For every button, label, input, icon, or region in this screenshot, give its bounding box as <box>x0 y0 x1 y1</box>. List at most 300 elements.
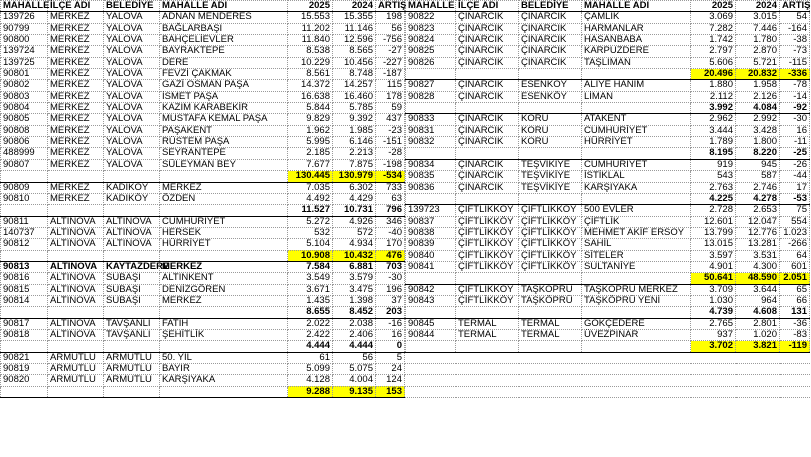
header-row <box>406 1 810 12</box>
subtotal-row <box>406 307 810 318</box>
ilce-cell: ÇINARCIK <box>456 80 519 91</box>
ilce-cell: ARMUTLU <box>48 352 104 363</box>
total-2025-cell: 50.641 <box>691 273 736 284</box>
empty-cell <box>736 364 780 375</box>
left-table-body <box>1 12 405 398</box>
artis-cell: 170 <box>376 239 405 250</box>
artis-cell: -30 <box>376 273 405 284</box>
mahalle-name-cell: DERE <box>160 57 288 68</box>
ilce-cell: ÇINARCIK <box>456 159 519 170</box>
pop-2025-cell: 3.549 <box>288 273 333 284</box>
belediye-cell: KORU <box>519 125 582 136</box>
mahalle-code-cell: 90823 <box>406 23 456 34</box>
mahalle-name-cell: SAHİL <box>582 239 691 250</box>
belediye-cell: YALOVA <box>104 159 160 170</box>
empty-cell <box>456 307 519 318</box>
empty-cell <box>519 341 582 352</box>
artis-cell: 37 <box>376 295 405 306</box>
header-mahalle-code: MAHALLE <box>406 1 456 12</box>
pop-2024-cell: 3.428 <box>736 125 780 136</box>
belediye-cell: TEŞVİKİYE <box>519 171 582 182</box>
table-row <box>406 284 810 295</box>
mahalle-name-cell: BAYRAKTEPE <box>160 46 288 57</box>
table-row <box>1 273 405 284</box>
mahalle-name-cell: CUMHURİYET <box>582 125 691 136</box>
table-row <box>406 318 810 329</box>
mahalle-code-cell: 139723 <box>406 205 456 216</box>
blank-row <box>406 386 810 397</box>
empty-cell <box>406 69 456 80</box>
ilce-cell: MERKEZ <box>48 182 104 193</box>
artis-cell: 64 <box>780 250 810 261</box>
pop-2024-cell: 1.398 <box>333 295 376 306</box>
ilce-cell: ARMUTLU <box>48 364 104 375</box>
empty-cell <box>48 250 104 261</box>
pop-2025-cell: 1.789 <box>691 137 736 148</box>
mahalle-name-cell: 500 EVLER <box>582 205 691 216</box>
mahalle-code-cell: 90820 <box>1 375 48 386</box>
belediye-cell: ÇİFTLİKKÖY <box>519 261 582 272</box>
pop-2024-cell: 945 <box>736 159 780 170</box>
header-row <box>1 1 405 12</box>
pop-2024-cell: 11.146 <box>333 23 376 34</box>
ilce-cell: ÇİFTLİKKÖY <box>456 250 519 261</box>
header-belediye: BELEDİYE <box>104 1 160 12</box>
belediye-cell: ÇİFTLİKKÖY <box>519 250 582 261</box>
artis-cell: 59 <box>376 103 405 114</box>
belediye-cell: ESENKÖY <box>519 80 582 91</box>
subtotal-row <box>406 341 810 352</box>
total-artis-cell: -53 <box>780 193 810 204</box>
header-2025: 2025 <box>288 1 333 12</box>
pop-2024-cell: 3.579 <box>333 273 376 284</box>
table-row <box>1 35 405 46</box>
mahalle-code-cell: 90832 <box>406 137 456 148</box>
empty-cell <box>780 386 810 397</box>
mahalle-code-cell: 90812 <box>1 239 48 250</box>
mahalle-name-cell: DENİZGÖREN <box>160 284 288 295</box>
empty-cell <box>519 386 582 397</box>
belediye-cell: YALOVA <box>104 12 160 23</box>
table-row <box>406 57 810 68</box>
total-artis-cell: -336 <box>780 69 810 80</box>
pop-2024-cell: 12.596 <box>333 35 376 46</box>
table-row <box>1 80 405 91</box>
belediye-cell: ÇINARCIK <box>519 35 582 46</box>
header-ilce: İLÇE ADI <box>456 1 519 12</box>
ilce-cell: ALTINOVA <box>48 295 104 306</box>
artis-cell: 24 <box>376 364 405 375</box>
empty-cell <box>582 375 691 386</box>
total-2025-cell: 11.527 <box>288 205 333 216</box>
total-artis-cell: 131 <box>780 307 810 318</box>
total-artis-cell: 796 <box>376 205 405 216</box>
pop-2024-cell: 6.881 <box>333 261 376 272</box>
pop-2025-cell: 10.229 <box>288 57 333 68</box>
total-2024-cell: 10.432 <box>333 250 376 261</box>
total-2024-cell: 9.135 <box>333 386 376 397</box>
empty-cell <box>406 375 456 386</box>
header-belediye: BELEDİYE <box>519 1 582 12</box>
mahalle-name-cell: HASANBABA <box>582 35 691 46</box>
mahalle-code-cell: 90810 <box>1 193 48 204</box>
pop-2025-cell: 3.671 <box>288 284 333 295</box>
empty-cell <box>160 171 288 182</box>
mahalle-name-cell: HÜRRİYET <box>160 239 288 250</box>
artis-cell: 198 <box>376 12 405 23</box>
total-2025-cell: 4.225 <box>691 193 736 204</box>
pop-2024-cell: 5.075 <box>333 364 376 375</box>
table-row <box>406 35 810 46</box>
mahalle-code-cell: 90806 <box>1 137 48 148</box>
subtotal-row <box>1 307 405 318</box>
empty-cell <box>736 375 780 386</box>
mahalle-name-cell: 50. YIL <box>160 352 288 363</box>
header-2024: 2024 <box>736 1 780 12</box>
empty-cell <box>48 386 104 397</box>
mahalle-name-cell: RÜSTEM PAŞA <box>160 137 288 148</box>
artis-cell: -83 <box>780 329 810 340</box>
table-row <box>406 239 810 250</box>
belediye-cell: ALTINOVA <box>104 227 160 238</box>
mahalle-name-cell: ÇAMLIK <box>582 12 691 23</box>
mahalle-name-cell: TAŞKÖPRÜ MERKEZ <box>582 284 691 295</box>
mahalle-code-cell: 90816 <box>1 273 48 284</box>
mahalle-name-cell: ÜVEZPINAR <box>582 329 691 340</box>
ilce-cell: ÇINARCIK <box>456 23 519 34</box>
artis-cell: 54 <box>780 12 810 23</box>
total-2024-cell: 4.444 <box>333 341 376 352</box>
pop-2024-cell: 13.281 <box>736 239 780 250</box>
table-row <box>1 227 405 238</box>
belediye-cell: TAVŞANLI <box>104 318 160 329</box>
mahalle-code-cell: 90827 <box>406 80 456 91</box>
pop-2025-cell: 7.677 <box>288 159 333 170</box>
header-ilce: İLÇE ADI <box>48 1 104 12</box>
pop-2025-cell: 5.844 <box>288 103 333 114</box>
belediye-cell: YALOVA <box>104 114 160 125</box>
pop-2025-cell: 2.112 <box>691 91 736 102</box>
right-table-body <box>406 12 810 398</box>
empty-cell <box>1 307 48 318</box>
empty-cell <box>519 69 582 80</box>
total-artis-cell: 0 <box>376 341 405 352</box>
ilce-cell: ALTINOVA <box>48 273 104 284</box>
mahalle-code-cell: 90804 <box>1 103 48 114</box>
right-population-table <box>405 0 810 398</box>
pop-2024-cell: 3.644 <box>736 284 780 295</box>
belediye-cell: ÇİFTLİKKÖY <box>519 227 582 238</box>
belediye-cell: TEŞVİKİYE <box>519 159 582 170</box>
header-mahalle-code: MAHALLE <box>1 1 48 12</box>
table-row <box>406 205 810 216</box>
ilce-cell: ÇINARCIK <box>456 182 519 193</box>
ilce-cell: ÇİFTLİKKÖY <box>456 239 519 250</box>
mahalle-code-cell: 90839 <box>406 239 456 250</box>
pop-2025-cell: 8.538 <box>288 46 333 57</box>
pop-2025-cell: 11.840 <box>288 35 333 46</box>
ilce-cell: ÇİFTLİKKÖY <box>456 295 519 306</box>
total-artis-cell: 203 <box>376 307 405 318</box>
mahalle-name-cell: ADNAN MENDERES <box>160 12 288 23</box>
empty-cell <box>691 386 736 397</box>
mahalle-code-cell: 90825 <box>406 46 456 57</box>
table-row <box>1 193 405 204</box>
belediye-cell: YALOVA <box>104 91 160 102</box>
table-row <box>1 364 405 375</box>
empty-cell <box>456 103 519 114</box>
artis-cell: 16 <box>780 125 810 136</box>
empty-cell <box>1 205 48 216</box>
empty-cell <box>691 352 736 363</box>
total-2025-cell: 8.655 <box>288 307 333 318</box>
empty-cell <box>519 273 582 284</box>
empty-cell <box>582 386 691 397</box>
ilce-cell: ÇİFTLİKKÖY <box>456 205 519 216</box>
mahalle-code-cell: 90845 <box>406 318 456 329</box>
ilce-cell: ALTINOVA <box>48 227 104 238</box>
mahalle-code-cell: 140737 <box>1 227 48 238</box>
empty-cell <box>582 148 691 159</box>
mahalle-code-cell: 90809 <box>1 182 48 193</box>
mahalle-code-cell: 90822 <box>406 12 456 23</box>
mahalle-name-cell: ATAKENT <box>582 114 691 125</box>
total-artis-cell: 2.051 <box>780 273 810 284</box>
pop-2025-cell: 4.492 <box>288 193 333 204</box>
total-2025-cell: 4.444 <box>288 341 333 352</box>
mahalle-name-cell: ALTINKENT <box>160 273 288 284</box>
belediye-cell: YALOVA <box>104 35 160 46</box>
pop-2024-cell: 2.126 <box>736 91 780 102</box>
ilce-cell: ÇİFTLİKKÖY <box>456 216 519 227</box>
empty-cell <box>519 103 582 114</box>
artis-cell: -187 <box>376 69 405 80</box>
subtotal-row <box>406 103 810 114</box>
mahalle-code-cell: 139724 <box>1 46 48 57</box>
total-artis-cell: -25 <box>780 148 810 159</box>
artis-cell: -11 <box>780 137 810 148</box>
pop-2025-cell: 14.372 <box>288 80 333 91</box>
pop-2024-cell: 4.429 <box>333 193 376 204</box>
mahalle-code-cell: 90821 <box>1 352 48 363</box>
artis-cell: 437 <box>376 114 405 125</box>
belediye-cell: YALOVA <box>104 69 160 80</box>
pop-2024-cell: 3.531 <box>736 250 780 261</box>
artis-cell: -38 <box>780 35 810 46</box>
artis-cell: -44 <box>780 171 810 182</box>
pop-2025-cell: 3.709 <box>691 284 736 295</box>
mahalle-code-cell: 90835 <box>406 171 456 182</box>
subtotal-row <box>1 386 405 397</box>
belediye-cell: ÇİFTLİKKÖY <box>519 239 582 250</box>
ilce-cell: MERKEZ <box>48 91 104 102</box>
empty-cell <box>48 307 104 318</box>
mahalle-name-cell: KARŞIYAKA <box>582 182 691 193</box>
empty-cell <box>519 352 582 363</box>
total-2025-cell: 130.445 <box>288 171 333 182</box>
ilce-cell: ÇINARCIK <box>456 125 519 136</box>
empty-cell <box>582 103 691 114</box>
pop-2024-cell: 572 <box>333 227 376 238</box>
mahalle-name-cell: TAŞKÖPRÜ YENİ <box>582 295 691 306</box>
ilce-cell: MERKEZ <box>48 23 104 34</box>
empty-cell <box>104 171 160 182</box>
ilce-cell: TERMAL <box>456 329 519 340</box>
total-2024-cell: 3.821 <box>736 341 780 352</box>
ilce-cell: MERKEZ <box>48 80 104 91</box>
mahalle-code-cell: 90842 <box>406 284 456 295</box>
ilce-cell: MERKEZ <box>48 103 104 114</box>
table-row <box>1 329 405 340</box>
empty-cell <box>456 148 519 159</box>
pop-2025-cell: 15.553 <box>288 12 333 23</box>
mahalle-code-cell: 90814 <box>1 295 48 306</box>
table-row <box>406 227 810 238</box>
mahalle-code-cell: 90800 <box>1 35 48 46</box>
ilce-cell: ÇİFTLİKKÖY <box>456 227 519 238</box>
ilce-cell: MERKEZ <box>48 125 104 136</box>
table-row <box>1 57 405 68</box>
belediye-cell: YALOVA <box>104 103 160 114</box>
total-artis-cell: 476 <box>376 250 405 261</box>
empty-cell <box>48 171 104 182</box>
pop-2024-cell: 3.475 <box>333 284 376 295</box>
mahalle-code-cell: 139725 <box>1 57 48 68</box>
empty-cell <box>519 148 582 159</box>
mahalle-code-cell: 90828 <box>406 91 456 102</box>
total-artis-cell: -92 <box>780 103 810 114</box>
pop-2024-cell: 7.446 <box>736 23 780 34</box>
table-row <box>1 148 405 159</box>
empty-cell <box>406 273 456 284</box>
belediye-cell: TEŞVİKİYE <box>519 182 582 193</box>
artis-cell: 178 <box>376 91 405 102</box>
artis-cell: -16 <box>376 318 405 329</box>
belediye-cell: KORU <box>519 137 582 148</box>
mahalle-name-cell: HÜRRİYET <box>582 137 691 148</box>
pop-2025-cell: 61 <box>288 352 333 363</box>
pop-2025-cell: 543 <box>691 171 736 182</box>
artis-cell: 75 <box>780 205 810 216</box>
pop-2024-cell: 1.958 <box>736 80 780 91</box>
mahalle-name-cell: ÇİFTLİK <box>582 216 691 227</box>
empty-cell <box>160 250 288 261</box>
table-row <box>406 114 810 125</box>
pop-2024-cell: 3.015 <box>736 12 780 23</box>
artis-cell: -164 <box>780 23 810 34</box>
pop-2025-cell: 2.763 <box>691 182 736 193</box>
belediye-cell: ARMUTLU <box>104 364 160 375</box>
empty-cell <box>456 375 519 386</box>
mahalle-name-cell: KARPUZDERE <box>582 46 691 57</box>
subtotal-row <box>406 148 810 159</box>
belediye-cell: YALOVA <box>104 148 160 159</box>
table-row <box>406 23 810 34</box>
pop-2024-cell: 15.355 <box>333 12 376 23</box>
table-row <box>406 91 810 102</box>
mahalle-name-cell: GAZİ OSMAN PAŞA <box>160 80 288 91</box>
table-row <box>406 159 810 170</box>
belediye-cell: ÇINARCIK <box>519 57 582 68</box>
mahalle-name-cell: FATİH <box>160 318 288 329</box>
pop-2024-cell: 4.004 <box>333 375 376 386</box>
artis-cell: -40 <box>376 227 405 238</box>
mahalle-name-cell: FEVZİ ÇAKMAK <box>160 69 288 80</box>
pop-2025-cell: 2.185 <box>288 148 333 159</box>
table-row <box>1 23 405 34</box>
ilce-cell: MERKEZ <box>48 193 104 204</box>
left-population-table <box>0 0 405 398</box>
empty-cell <box>456 364 519 375</box>
total-artis-cell: 153 <box>376 386 405 397</box>
mahalle-name-cell: MERKEZ <box>160 261 288 272</box>
artis-cell: -756 <box>376 35 405 46</box>
pop-2024-cell: 4.934 <box>333 239 376 250</box>
belediye-cell: ALTINOVA <box>104 216 160 227</box>
table-row <box>406 261 810 272</box>
pop-2025-cell: 4.128 <box>288 375 333 386</box>
mahalle-code-cell: 90831 <box>406 125 456 136</box>
artis-cell: 124 <box>376 375 405 386</box>
pop-2024-cell: 1.780 <box>736 35 780 46</box>
mahalle-name-cell: SÜLEYMAN BEY <box>160 159 288 170</box>
pop-2025-cell: 1.742 <box>691 35 736 46</box>
belediye-cell: SUBAŞI <box>104 284 160 295</box>
table-row <box>1 46 405 57</box>
pop-2025-cell: 13.015 <box>691 239 736 250</box>
table-row <box>1 125 405 136</box>
subtotal-row <box>1 341 405 352</box>
mahalle-code-cell: 90826 <box>406 57 456 68</box>
empty-cell <box>48 341 104 352</box>
belediye-cell: KADIKÖY <box>104 182 160 193</box>
pop-2025-cell: 8.561 <box>288 69 333 80</box>
total-2025-cell: 9.288 <box>288 386 333 397</box>
mahalle-name-cell: TAŞLIMAN <box>582 57 691 68</box>
belediye-cell: YALOVA <box>104 125 160 136</box>
header-artis: ARTIŞ <box>780 1 810 12</box>
subtotal-row <box>406 69 810 80</box>
empty-cell <box>736 386 780 397</box>
artis-cell: 16 <box>376 329 405 340</box>
total-2024-cell: 10.731 <box>333 205 376 216</box>
belediye-cell: ALTINOVA <box>104 239 160 250</box>
table-row <box>1 114 405 125</box>
mahalle-name-cell: BAYIR <box>160 364 288 375</box>
belediye-cell: SUBAŞI <box>104 273 160 284</box>
mahalle-code-cell: 90818 <box>1 329 48 340</box>
mahalle-code-cell: 90833 <box>406 114 456 125</box>
ilce-cell: ÇINARCIK <box>456 12 519 23</box>
pop-2025-cell: 919 <box>691 159 736 170</box>
total-2024-cell: 4.278 <box>736 193 780 204</box>
empty-cell <box>582 69 691 80</box>
table-row <box>1 261 405 272</box>
belediye-cell: ESENKÖY <box>519 91 582 102</box>
pop-2025-cell: 2.962 <box>691 114 736 125</box>
pop-2025-cell: 5.606 <box>691 57 736 68</box>
mahalle-code-cell: 90801 <box>1 69 48 80</box>
pop-2025-cell: 532 <box>288 227 333 238</box>
pop-2025-cell: 3.444 <box>691 125 736 136</box>
mahalle-code-cell: 90838 <box>406 227 456 238</box>
mahalle-name-cell: KAZIM KARABEKİR <box>160 103 288 114</box>
mahalle-code-cell: 90799 <box>1 23 48 34</box>
ilce-cell: ÇINARCIK <box>456 171 519 182</box>
mahalle-name-cell: PAŞAKENT <box>160 125 288 136</box>
mahalle-name-cell: LİMAN <box>582 91 691 102</box>
mahalle-name-cell: KARŞIYAKA <box>160 375 288 386</box>
